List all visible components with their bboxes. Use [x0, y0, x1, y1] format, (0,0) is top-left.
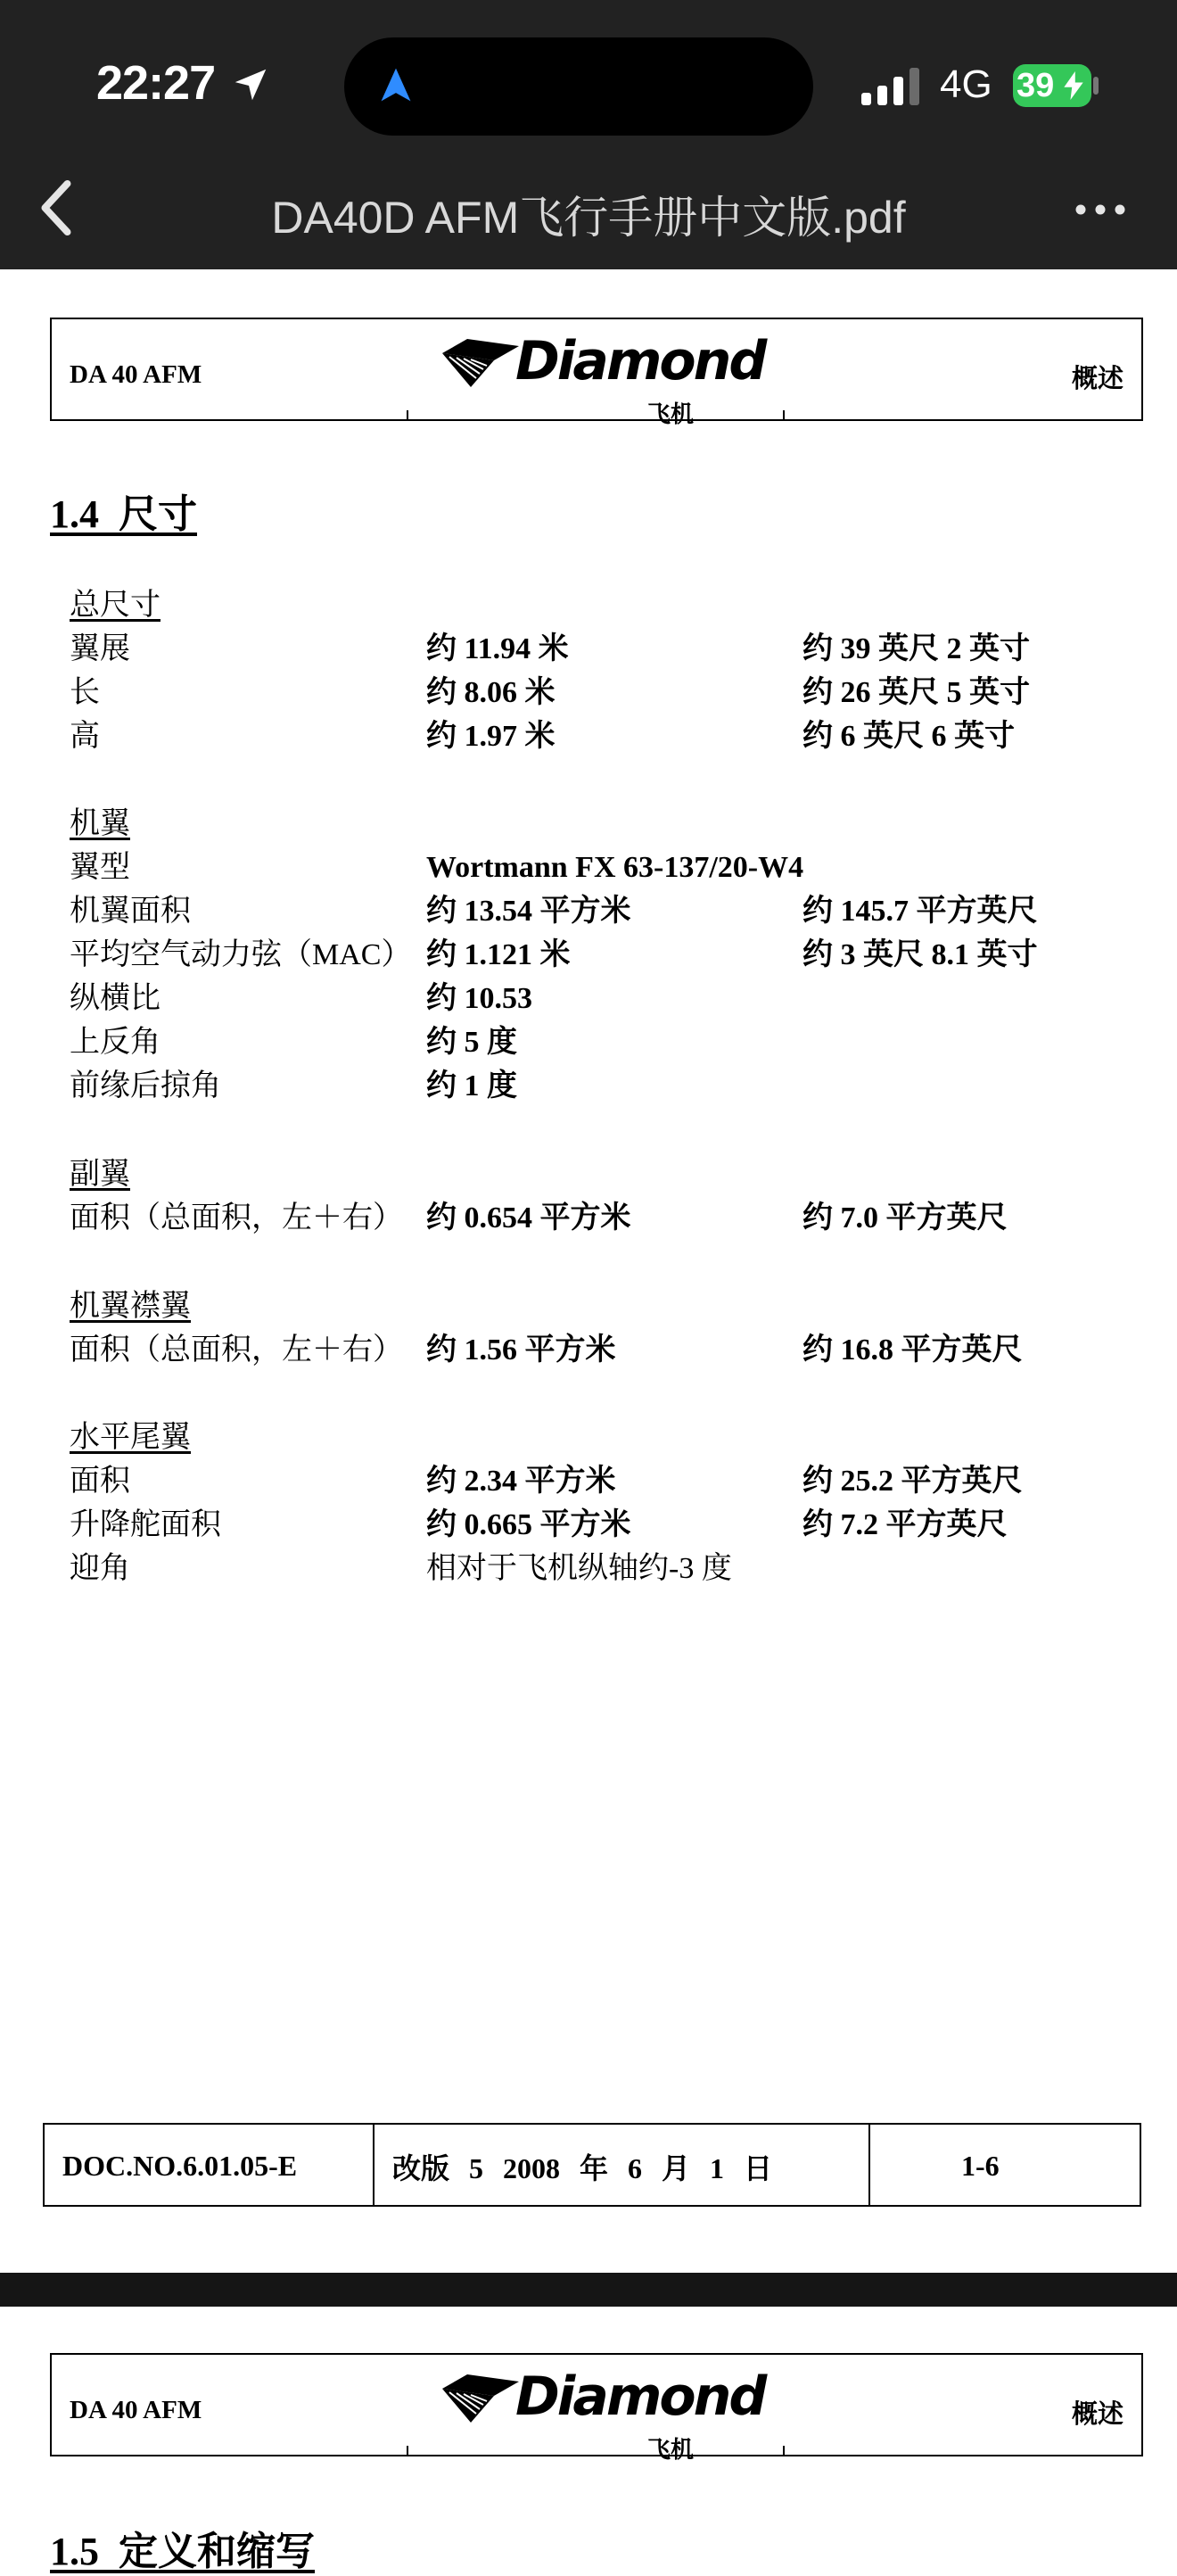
row-label: 长	[70, 676, 100, 709]
logo-wordmark: Diamond	[515, 330, 765, 392]
row-metric: 约 1 度	[426, 1069, 517, 1102]
row-metric: 约 8.06 米	[426, 676, 556, 709]
section-number: 1.5	[50, 2530, 99, 2573]
battery-indicator	[1013, 64, 1091, 107]
row-metric: 约 2.34 平方米	[426, 1465, 616, 1498]
row-imperial: 约 3 英尺 8.1 英寸	[802, 938, 1038, 971]
row-label: 面积	[70, 1465, 130, 1498]
footer-divider	[373, 2125, 374, 2205]
table-row	[70, 1328, 1140, 1372]
more-dots-icon[interactable]	[1074, 196, 1127, 223]
dimension-group	[70, 1152, 1140, 1240]
table-row	[70, 889, 1140, 933]
row-label: 机翼面积	[70, 895, 191, 928]
page-footer	[43, 2123, 1141, 2207]
navigation-icon	[376, 64, 416, 105]
group-heading: 总尺寸	[70, 589, 160, 622]
dimension-group	[70, 583, 1140, 758]
row-metric: 相对于飞机纵轴约-3 度	[426, 1552, 732, 1585]
header-divider	[783, 410, 785, 419]
table-row	[70, 1547, 1140, 1590]
group-heading: 机翼襟翼	[70, 1290, 191, 1323]
charging-bolt-icon	[1061, 71, 1086, 100]
row-metric: 约 11.94 米	[426, 632, 569, 665]
diamond-logo-icon	[440, 2369, 521, 2424]
table-row	[70, 1459, 1140, 1503]
doc-number: DOC.NO.6.01.05-E	[62, 2150, 298, 2182]
page-header-left: DA 40 AFM	[70, 360, 202, 389]
section-number: 1.4	[50, 492, 99, 536]
row-imperial: 约 7.2 平方英尺	[802, 1508, 1008, 1541]
row-metric: 约 1.56 平方米	[426, 1333, 616, 1366]
footer-divider	[868, 2125, 870, 2205]
header-divider	[407, 2446, 408, 2455]
row-metric: 约 1.121 米	[426, 938, 571, 971]
group-heading: 副翼	[70, 1158, 130, 1191]
page-header-right: 概述	[1071, 2400, 1124, 2429]
table-row	[70, 846, 1140, 889]
table-row	[70, 714, 1140, 758]
row-label: 平均空气动力弦（MAC）	[70, 938, 412, 971]
page-header	[50, 318, 1143, 427]
row-metric: 约 0.654 平方米	[426, 1201, 631, 1234]
diamond-logo-icon	[440, 334, 521, 389]
header-divider	[783, 2446, 785, 2455]
revision-date: 改版 5 2008 年 6 月 1 日	[392, 2152, 773, 2184]
row-metric: 约 10.53	[426, 982, 532, 1015]
row-imperial: 约 6 英尺 6 英寸	[802, 720, 1015, 753]
status-time: 22:27	[96, 56, 216, 110]
table-row	[70, 627, 1140, 671]
logo-wordmark: Diamond	[515, 2365, 765, 2428]
diamond-logo	[440, 330, 797, 427]
row-label: 上反角	[70, 1026, 160, 1059]
network-type: 4G	[940, 62, 992, 106]
section-title	[50, 482, 197, 539]
row-imperial: 约 25.2 平方英尺	[802, 1465, 1023, 1498]
page-header-right: 概述	[1071, 365, 1124, 393]
table-row	[70, 933, 1140, 977]
header-divider	[407, 410, 408, 419]
row-imperial: 约 7.0 平方英尺	[802, 1201, 1008, 1234]
row-label: 迎角	[70, 1552, 130, 1585]
row-label: 前缘后掠角	[70, 1069, 221, 1102]
row-label: 翼展	[70, 632, 130, 665]
table-row	[70, 1020, 1140, 1064]
battery-level: 39	[1017, 67, 1055, 104]
logo-subtitle: 飞机	[647, 2437, 695, 2463]
table-row	[70, 977, 1140, 1020]
dimension-group	[70, 1284, 1140, 1372]
page-number: 1-6	[961, 2150, 1000, 2182]
row-metric: 约 13.54 平方米	[426, 895, 631, 928]
next-section-title	[50, 2519, 315, 2576]
row-metric: 约 1.97 米	[426, 720, 556, 753]
row-metric: 约 5 度	[426, 1026, 517, 1059]
signal-icon	[861, 68, 922, 105]
table-row	[70, 1503, 1140, 1547]
table-row	[70, 671, 1140, 714]
battery-cap	[1093, 77, 1099, 95]
page-separator	[0, 2273, 1177, 2307]
row-imperial: 约 39 英尺 2 英寸	[802, 632, 1030, 665]
row-imperial: 约 145.7 平方英尺	[802, 895, 1038, 928]
location-arrow-icon	[230, 64, 271, 105]
group-heading: 水平尾翼	[70, 1421, 191, 1454]
section-name: 定义和缩写	[119, 2530, 315, 2573]
top-chrome	[0, 0, 1177, 269]
table-row	[70, 1196, 1140, 1240]
row-label: 纵横比	[70, 982, 160, 1015]
row-label: 面积（总面积，左＋右）	[70, 1333, 403, 1366]
row-metric: Wortmann FX 63-137/20-W4	[426, 851, 804, 884]
row-imperial: 约 16.8 平方英尺	[802, 1333, 1023, 1366]
logo-subtitle: 飞机	[647, 401, 695, 427]
section-name: 尺寸	[119, 492, 197, 536]
row-metric: 约 0.665 平方米	[426, 1508, 631, 1541]
dimension-group	[70, 802, 1140, 1108]
document-title: DA40D AFM飞行手册中文版.pdf	[271, 193, 906, 243]
next-page-header	[50, 2353, 1143, 2463]
table-row	[70, 1064, 1140, 1108]
dimension-group	[70, 1416, 1140, 1590]
diamond-logo	[440, 2365, 797, 2463]
row-label: 升降舵面积	[70, 1508, 221, 1541]
group-heading: 机翼	[70, 807, 130, 840]
row-label: 高	[70, 720, 100, 753]
page-header-left: DA 40 AFM	[70, 2396, 202, 2424]
row-label: 面积（总面积，左＋右）	[70, 1201, 403, 1234]
row-label: 翼型	[70, 851, 130, 884]
row-imperial: 约 26 英尺 5 英寸	[802, 676, 1030, 709]
